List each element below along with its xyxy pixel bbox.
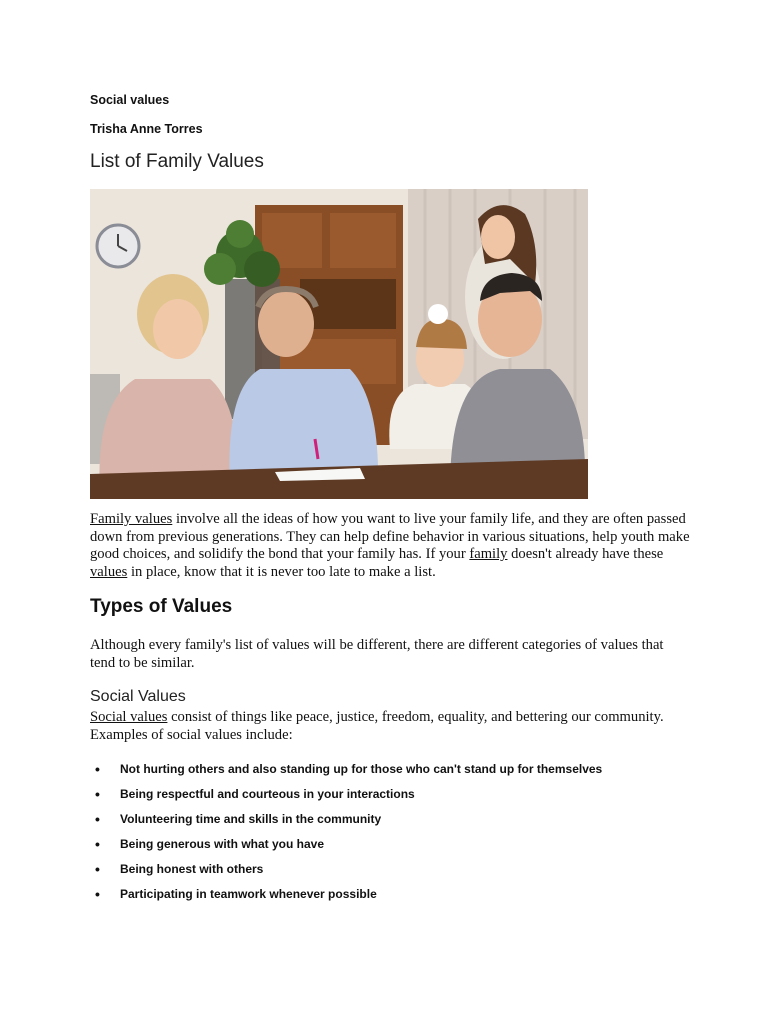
bullet: •	[95, 886, 100, 902]
list-item-text: Being honest with others	[120, 862, 264, 876]
family-link[interactable]: family	[469, 546, 508, 562]
intro-paragraph	[90, 511, 690, 581]
list-item	[90, 860, 602, 885]
list-item-text: Participating in teamwork whenever possible	[120, 887, 377, 901]
social-values-link[interactable]: Social values	[90, 709, 168, 725]
family-values-link[interactable]: Family values	[90, 511, 173, 527]
social-values-text: consist of things like peace, justice, freedom, equality, and bettering our community. Examples of social values include:	[90, 709, 664, 743]
list-item-text: Not hurting others and also standing up for those who can't stand up for themselves	[120, 762, 603, 776]
bullet: •	[95, 811, 100, 827]
list-item	[90, 885, 602, 910]
list-item-text: Being generous with what you have	[120, 837, 325, 851]
list-item	[90, 835, 602, 860]
page-title: List of Family Values	[90, 151, 264, 172]
list-item-text: Volunteering time and skills in the community	[120, 812, 382, 826]
types-heading: Types of Values	[90, 596, 233, 617]
bullet: •	[95, 836, 100, 852]
types-paragraph: Although every family's list of values will be different, there are different categories of values that tend to be similar.	[90, 637, 664, 671]
bullet: •	[95, 861, 100, 877]
list-item	[90, 785, 602, 810]
social-values-examples	[90, 760, 602, 910]
list-item	[90, 760, 602, 785]
list-item-text: Being respectful and courteous in your interactions	[120, 787, 415, 801]
intro-text-1: involve all the ideas of how you want to live your family life, and they are often passed down from previous generations. They can help define behavior in various situations, help youth make good choices, and solidify the bond that your family has. If your	[90, 511, 690, 562]
document-subject: Social values	[90, 93, 170, 107]
photo-clock	[97, 225, 139, 267]
bullet: •	[95, 786, 100, 802]
bullet: •	[95, 761, 100, 777]
document-author: Trisha Anne Torres	[90, 122, 203, 136]
list-item	[90, 810, 602, 835]
values-link[interactable]: values	[90, 563, 128, 580]
family-photo	[90, 189, 588, 499]
intro-text-2: doesn't already have these	[507, 546, 664, 562]
social-values-paragraph	[90, 709, 690, 744]
social-values-heading: Social Values	[90, 688, 186, 705]
intro-text-3: in place, know that it is never too late to make a list.	[127, 563, 436, 580]
